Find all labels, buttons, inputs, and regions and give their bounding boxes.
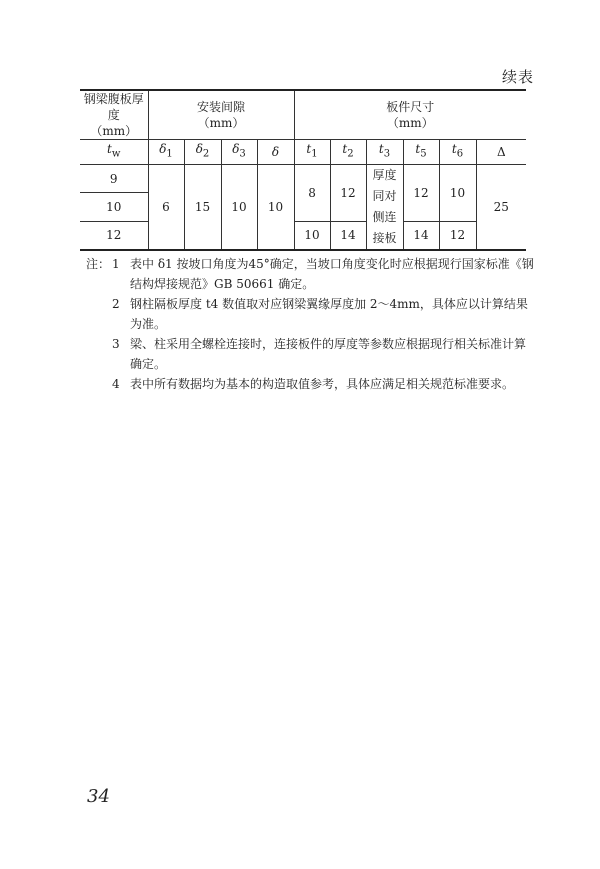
t1-upper-cell: 8: [294, 165, 330, 222]
symbol-Delta: Δ: [476, 140, 526, 165]
symbol-delta: δ: [257, 140, 294, 165]
symbol-t6: $t_6$: [439, 140, 476, 165]
notes-section: [86, 254, 536, 394]
note-number: 4: [112, 377, 120, 391]
notes-label: 注：: [86, 257, 111, 271]
symbol-t3: $t_3$: [366, 140, 403, 165]
symbol-delta1: $\delta_1$: [148, 140, 184, 165]
note-item: [86, 254, 536, 294]
note-item: [86, 334, 536, 374]
header-web-thickness: 钢梁腹板厚度 （mm）: [80, 90, 148, 140]
d1-cell: 6: [148, 165, 184, 251]
symbol-t2: $t_2$: [330, 140, 366, 165]
note-item: [86, 374, 536, 394]
note-number: 2: [112, 297, 120, 311]
note-text: 表中所有数据均为基本的构造取值参考，具体应满足相关规范标准要求。: [130, 377, 515, 391]
tw-cell: 12: [80, 221, 148, 250]
note-number: 1: [112, 257, 120, 271]
d-cell: 10: [257, 165, 294, 251]
d2-cell: 15: [184, 165, 221, 251]
dimension-table: [80, 89, 526, 251]
t3-cell: 厚度 同对 侧连 接板: [366, 165, 403, 251]
note-text: 钢柱隔板厚度 t4 数值取对应钢梁翼缘厚度加 2～4mm，具体应以计算结果为准。: [130, 297, 528, 331]
t6-lower-cell: 12: [439, 221, 476, 250]
delta-cell: 25: [476, 165, 526, 251]
note-item: [86, 294, 536, 334]
symbol-delta2: $\delta_2$: [184, 140, 221, 165]
t2-lower-cell: 14: [330, 221, 366, 250]
symbol-delta3: $\delta_3$: [221, 140, 257, 165]
symbol-t1: $t_1$: [294, 140, 330, 165]
tw-cell: 10: [80, 193, 148, 221]
note-text: 梁、柱采用全螺栓连接时，连接板件的厚度等参数应根据现行相关标准计算确定。: [130, 337, 527, 371]
tw-cell: 9: [80, 165, 148, 193]
t5-upper-cell: 12: [403, 165, 439, 222]
t2-upper-cell: 12: [330, 165, 366, 222]
header-install-gap: 安装间隙 （mm）: [148, 90, 294, 140]
symbol-tw: $t_w$: [80, 140, 148, 165]
note-number: 3: [112, 337, 120, 351]
t6-upper-cell: 10: [439, 165, 476, 222]
continued-label: 续表: [501, 68, 534, 86]
t1-lower-cell: 10: [294, 221, 330, 250]
d3-cell: 10: [221, 165, 257, 251]
t5-lower-cell: 14: [403, 221, 439, 250]
page-number: 34: [87, 786, 110, 807]
symbol-t5: $t_5$: [403, 140, 439, 165]
note-text: 表中 δ1 按坡口角度为45°确定，当坡口角度变化时应根据现行国家标准《钢结构焊接规范》GB 50661 确定。: [130, 257, 534, 291]
header-plate-size: 板件尺寸 （mm）: [294, 90, 526, 140]
